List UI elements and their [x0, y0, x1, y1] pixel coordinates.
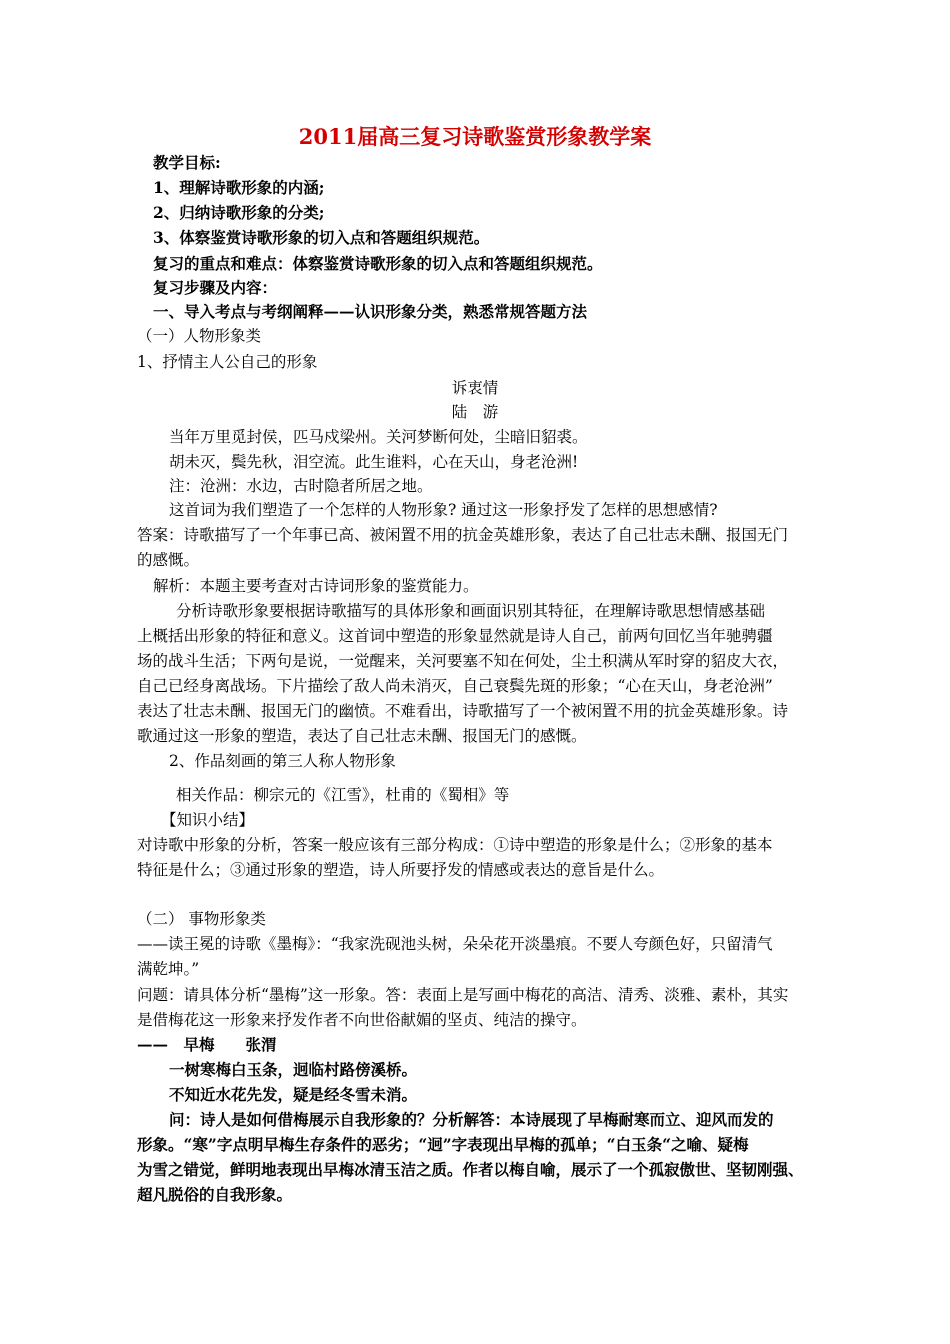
poem-title: 诉衷情 — [451, 379, 499, 397]
steps-heading: 复习步骤及内容： — [153, 278, 278, 297]
question-line: 问题：请具体分析“墨梅”这一形象。答：表面上是写画中梅花的高洁、清秀、淡雅、素朴，其实 — [137, 986, 789, 1004]
analysis-line: 分析诗歌形象要根据诗歌描写的具体形象和画面识别其特征，在理解诗歌思想情感基础 — [176, 602, 766, 620]
poem2-header: —— 早梅 张渭 — [137, 1035, 277, 1054]
question-line: 问：诗人是如何借梅展示自我形象的？分析解答：本诗展现了早梅耐寒而立、迎风而发的 — [169, 1110, 774, 1129]
section-people-heading: （一）人物形象类 — [137, 327, 262, 345]
summary-heading: 【知识小结】 — [161, 811, 255, 829]
objectives-heading: 教学目标: — [153, 153, 221, 172]
part1-heading: 一、导入考点与考纲阐释——认识形象分类，熟悉常规答题方法 — [153, 302, 588, 321]
analysis-line: 上概括出形象的特征和意义。这首词中塑造的形象显然就是诗人自己，前两句回忆当年驰骋疆 — [137, 627, 773, 645]
answer-line: 的感慨。 — [137, 551, 200, 569]
analysis-line: 歌通过这一形象的塑造，表达了自己壮志未酬、报国无门的感慨。 — [137, 727, 587, 745]
objective-item: 1、理解诗歌形象的内涵; — [153, 178, 325, 197]
question-line: 超凡脱俗的自我形象。 — [137, 1185, 293, 1204]
objective-item: 3、体察鉴赏诗歌形象的切入点和答题组织规范。 — [153, 228, 490, 247]
subsection-heading: 1、抒情主人公自己的形象 — [137, 353, 318, 371]
related-works: 相关作品：柳宗元的《江雪》，杜甫的《蜀相》等 — [176, 786, 510, 804]
question-line: 为雪之错觉，鲜明地表现出早梅冰清玉洁之质。作者以梅自喻，展示了一个孤寂傲世、坚韧刚强、 — [137, 1160, 804, 1179]
key-points: 复习的重点和难点：体察鉴赏诗歌形象的切入点和答题组织规范。 — [153, 254, 603, 273]
document-title: 2011届高三复习诗歌鉴赏形象教学案 — [298, 124, 652, 149]
analysis-line: 场的战斗生活；下两句是说，一觉醒来，关河要塞不知在何处，尘土积满从军时穿的貂皮大衣， — [137, 652, 789, 670]
poem2-line: 不知近水花先发，疑是经冬雪未消。 — [169, 1085, 418, 1104]
answer-line: 答案：诗歌描写了一个年事已高、被闲置不用的抗金英雄形象，表达了自己壮志未酬、报国无门 — [137, 526, 789, 544]
analysis-line: 自己已经身离战场。下片描绘了敌人尚未消灭，自己衰鬓先斑的形象；“心在天山，身老沧洲” — [137, 677, 773, 695]
poem-author: 陆 游 — [451, 403, 499, 421]
analysis-line: 表达了壮志未酬、报国无门的幽愤。不难看出，诗歌描写了一个被闲置不用的抗金英雄形象。诗 — [137, 702, 789, 720]
poem-line: 当年万里觅封侯，匹马戍梁州。关河梦断何处，尘暗旧貂裘。 — [169, 428, 588, 446]
summary-line: 特征是什么；③通过形象的塑造，诗人所要抒发的情感或表达的意旨是什么。 — [137, 861, 665, 879]
objective-item: 2、归纳诗歌形象的分类; — [153, 203, 325, 222]
question-line: 是借梅花这一形象来抒发作者不向世俗献媚的坚贞、纯洁的操守。 — [137, 1011, 587, 1029]
analysis-intro: 解析：本题主要考查对古诗词形象的鉴赏能力。 — [153, 577, 479, 595]
question-line: 形象。“寒”字点明早梅生存条件的恶劣；“迥”字表现出早梅的孤单；“白玉条“之喻、疑梅 — [137, 1135, 749, 1154]
section-things-heading: （二） 事物形象类 — [137, 910, 266, 928]
poem-note: 注：沧洲：水边，古时隐者所居之地。 — [169, 477, 433, 495]
poem-line: 胡未灭，鬓先秋，泪空流。此生谁料，心在天山，身老沧洲! — [169, 453, 579, 471]
mo-mei-line: 满乾坤。” — [137, 960, 200, 978]
subsection-heading: 2、作品刻画的第三人称人物形象 — [169, 752, 396, 770]
mo-mei-line: ——读王冕的诗歌《墨梅》：“我家洗砚池头树，朵朵花开淡墨痕。不要人夸颜色好，只留清气 — [137, 935, 773, 953]
summary-line: 对诗歌中形象的分析，答案一般应该有三部分构成：①诗中塑造的形象是什么；②形象的基本 — [137, 836, 773, 854]
question: 这首词为我们塑造了一个怎样的人物形象? 通过这一形象抒发了怎样的思想感情? — [169, 501, 718, 519]
poem2-line: 一树寒梅白玉条，迥临村路傍溪桥。 — [169, 1060, 418, 1079]
